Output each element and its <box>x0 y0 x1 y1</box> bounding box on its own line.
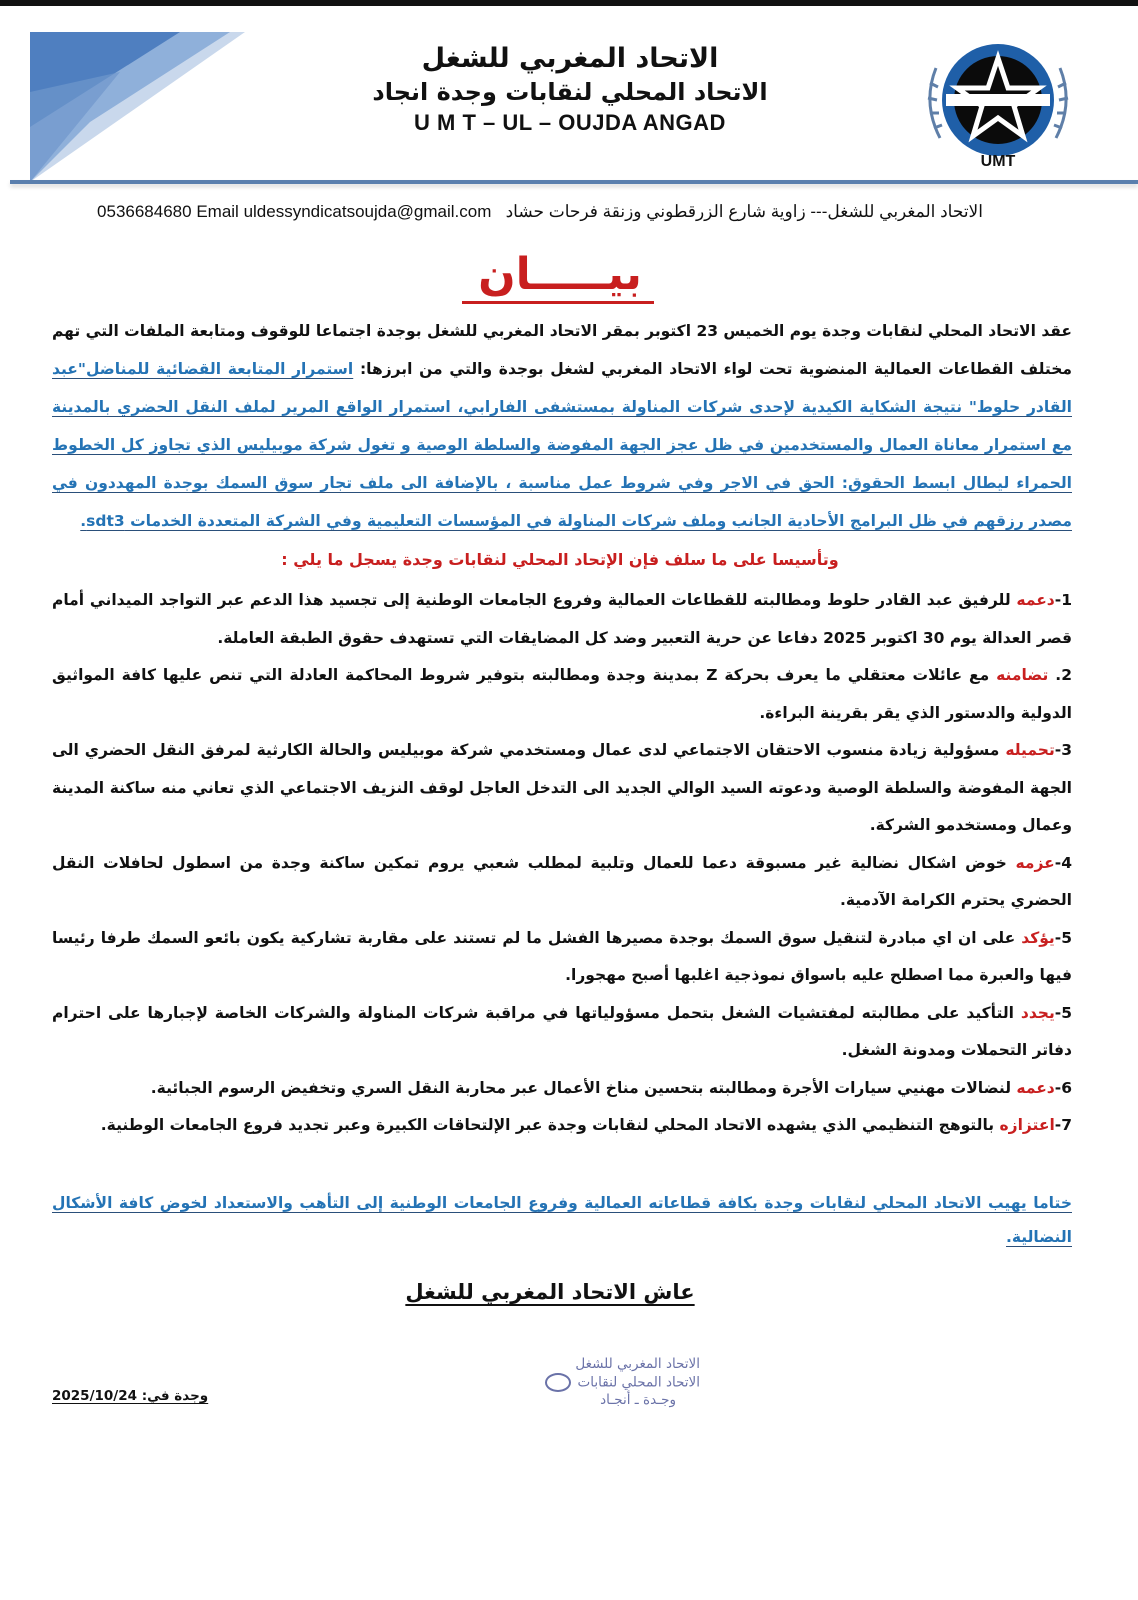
contact-line <box>60 200 1020 224</box>
top-black-bar <box>0 0 1138 6</box>
header-divider <box>10 180 1138 184</box>
statement-item: 2. تضامنه مع عائلات معتقلي ما يعرف بحركة Z بمدينة وجدة ومطالبته بتوفير شروط المحاكمة العادلة التي تنص عليها كافة المواثيق الدولية والدستور الذي يقر بقرينة البراءة. <box>52 666 1072 722</box>
item-keyword: يؤكد <box>1021 928 1055 947</box>
header-corner-decoration <box>30 32 260 182</box>
item-keyword: عزمه <box>1015 853 1055 872</box>
contact-email-label: Email <box>196 202 239 221</box>
intro-paragraph <box>52 312 1072 540</box>
intro-text: عقد الاتحاد المحلي لنقابات وجدة يوم الخميس 23 اكتوبر بمقر الاتحاد المغربي للشغل بوجدة اجتماعا للوقوف ومتابعة الملفات التي تهم مختلف القطاعات العمالية المنضوية تحت لواء الاتحاد المغربي لشغل بوجدة والتي من ابرزها: <box>52 322 1073 378</box>
umt-logo <box>918 28 1078 168</box>
document-title: بيـــــان <box>478 249 642 300</box>
statement-item: 4-عزمه خوض اشكال نضالية غير مسبوقة دعما للعمال وتلبية لمطلب شعبي يروم تمكين ساكنة وجدة من اسطول لحافلات النقل الحضري يحترم الكرامة الآدمية. <box>52 853 1072 909</box>
statement-item: 7-اعتزازه بالتوهج التنظيمي الذي يشهده الاتحاد المحلي لنقابات وجدة عبر الإلتحاقات الكبيرة وعبر تجديد فروع الجامعات الوطنية. <box>100 1116 1072 1134</box>
item-keyword: يجدد <box>1020 1003 1055 1022</box>
date-value: 2025/10/24 <box>52 1388 138 1404</box>
contact-email[interactable]: uldessyndicatsoujda@gmail.com <box>243 202 492 221</box>
local-union-name: الاتحاد المحلي لنقابات وجدة انجاد <box>372 78 768 106</box>
closing-call: ختاما يهيب الاتحاد المحلي لنقابات وجدة بكافة قطاعاته العمالية وفروع الجامعات الوطنية إلى التأهب والاستعداد لخوض كافة الأشكال النضالية. <box>52 1194 1072 1246</box>
org-code-latin: U M T – UL – OUJDA ANGAD <box>414 110 726 135</box>
contact-address: الاتحاد المغربي للشغل--- زاوية شارع الزرقطوني وزنقة فرحات حشاد <box>505 202 983 221</box>
title-underline <box>462 301 654 304</box>
item-keyword: تحميله <box>1005 741 1055 759</box>
statement-item: 3-تحميله مسؤولية زيادة منسوب الاحتقان الاجتماعي لدى عمال ومستخدمي شركة موبيليس والحالة الكارثية لمرفق النقل الحضري الى الجهة المفوضة والسلطة الوصية ودعوته السيد الوالي الجديد الى التدخل العاجل لوقف النزيف الاجتماعي الذي تعاني منه ساكنة المدينة وعمال ومستخدمو الشركة. <box>52 741 1072 834</box>
long-live-slogan: عاش الاتحاد المغربي للشغل <box>405 1280 695 1304</box>
item-keyword: اعتزازه <box>999 1116 1055 1134</box>
date-line <box>52 1386 208 1406</box>
date-label: وجدة في: <box>137 1388 209 1404</box>
logo-umt-text: UMT <box>980 153 1016 168</box>
union-stamp <box>480 1356 700 1409</box>
item-keyword: دعمه <box>1016 591 1055 609</box>
letterhead-titles <box>330 42 810 138</box>
intro-highlighted-issues: استمرار المتابعة القضائية للمناضل"عبد القادر حلوط" نتيجة الشكاية الكيدية لإحدى شركات المناولة بمستشفى الفارابي، استمرار الواقع المرير لملف النقل الحضري بالمدينة مع استمرار معاناة العمال والمستخدمين في ظل عجز الجهة المفوضة والسلطة الوصية و تغول شركة موبيليس الذي تجاوز كل الخطوط الحمراء ليطال ابسط الحقوق: الحق في الاجر وفي شروط عمل مناسبة ، بالإضافة الى ملف تجار سوق السمك بوجدة المهددون في مصدر رزقهم في ظل البرامج الأحادية الجانب وملف شركات المناولة في المؤسسات التعليمية وفي الشركة المتعددة الخدمات sdt3. <box>52 360 1072 530</box>
stamp-line-3: وجـدة ـ أنجـاد <box>600 1392 676 1408</box>
org-name-arabic: الاتحاد المغربي للشغل <box>421 43 719 74</box>
contact-email-block <box>97 202 491 221</box>
contact-phone: 0536684680 <box>97 202 192 221</box>
stamp-line-1: الاتحاد المغربي للشغل <box>575 1356 700 1372</box>
stamp-seal-icon <box>545 1373 571 1392</box>
item-keyword: دعمه <box>1016 1078 1055 1097</box>
statement-subheading: وتأسيسا على ما سلف فإن الإتحاد المحلي لنقابات وجدة يسجل ما يلي : <box>281 550 839 569</box>
statement-item: 1-دعمه للرفيق عبد القادر حلوط ومطالبته للقطاعات العمالية وفروع الجامعات الوطنية إلى تجسيد هذا الدعم عبر التواجد الميداني أمام قصر العدالة يوم 30 اكتوبر 2025 دفاعا عن حرية التعبير وضد كل المضايقات التي تستهدف حقوق الطبقة العاملة. <box>52 591 1072 647</box>
statement-item: 5-يجدد التأكيد على مطالبته لمفتشيات الشغل بتحمل مسؤولياتها في مراقبة شركات المناولة والشركات الخاصة لإجبارها على احترام دفاتر التحملات ومدونة الشغل. <box>52 1003 1072 1059</box>
statement-items <box>52 582 1072 1145</box>
statement-item: 5-يؤكد على ان اي مبادرة لتنقيل سوق السمك بوجدة مصيرها الفشل ما لم تستند على مقاربة تشاركية يكون بائعو السمك طرفا رئيسا فيها والعبرة مما اصطلح عليه باسواق نموذجية اغلبها أصبح مهجورا. <box>52 928 1072 984</box>
item-keyword: تضامنه <box>996 666 1049 684</box>
stamp-line-2: الاتحاد المحلي لنقابات <box>577 1374 700 1391</box>
statement-item: 6-دعمه لنضالات مهنيي سيارات الأجرة ومطالبته بتحسين مناخ الأعمال عبر محاربة النقل السري وتخفيض الرسوم الجبائية. <box>150 1078 1072 1097</box>
